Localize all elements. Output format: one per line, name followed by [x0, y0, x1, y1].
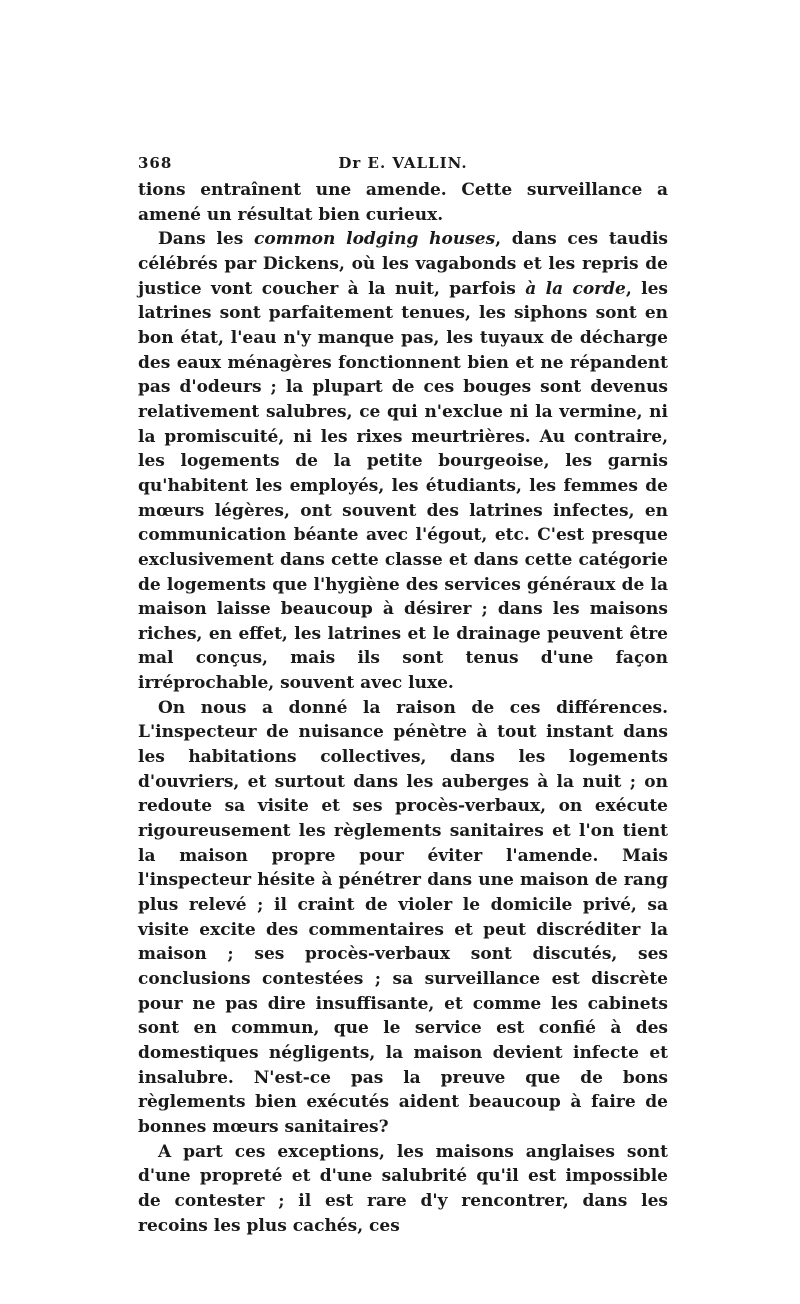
text-run: Dans les — [158, 229, 255, 250]
page-number: 368 — [138, 154, 173, 172]
text-run: On nous a donné la raison de ces différences. L'inspecteur de nuisance pénètre à tout instant dans les habitations collectives, dans les logements d'ouvriers, et surtout dans les auberges à la nuit ; on redoute sa visite et ses procès-verbaux, on exécute rigoureusement les règlements sanitaires et l'on tient la maison propre pour éviter l'amende. Mais l'inspecteur hésite à pénétrer dans une maison de rang plus relevé ; il craint de violer le domicile privé, sa visite excite des commentaires et peut discréditer la maison ; ses procès-verbaux sont discutés, ses conclusions contestées ; sa surveillance est discrète pour ne pas dire insuffisante, et comme les cabinets sont en commun, que le service est confié à des domestiques négligents, la maison devient infecte et insalubre. N'est-ce pas la preuve que de bons règlements bien exécutés aident beaucoup à faire de bonnes mœurs sanitaires? — [138, 697, 668, 1137]
body-text — [138, 178, 668, 1238]
paragraph — [138, 227, 668, 695]
italic-phrase: à la corde — [525, 278, 626, 299]
text-run: , les latrines sont parfaitement tenues, les siphons sont en bon état, l'eau n'y manque pas, les tuyaux de décharge des eaux ménagères fonctionnent bien et ne répandent pas d'odeurs ; la plupart de ces bouges sont devenus relativement salubres, ce qui n'exclue ni la vermine, ni la promiscuité, ni les rixes meurtrières. Au contraire, les logements de la petite bourgeoise, les garnis qu'habitent les employés, les étudiants, les femmes de mœurs légères, ont souvent des latrines infectes, en communication béante avec l'égout, etc. C'est presque exclusivement dans cette classe et dans cette catégorie de logements que l'hygiène des services généraux de la maison laisse beaucoup à désirer ; dans les maisons riches, en effet, les latrines et le drainage peuvent être mal conçus, mais ils sont tenus d'une façon irréprochable, souvent avec luxe. — [138, 278, 668, 694]
paragraph — [138, 178, 668, 227]
running-head — [138, 150, 668, 178]
paragraph — [138, 696, 668, 1140]
text-run: tions entraînent une amende. Cette surveillance a amené un résultat bien curieux. — [138, 180, 668, 225]
paragraph — [138, 1140, 668, 1239]
running-head-title: Dr E. VALLIN. — [338, 154, 468, 172]
text-run: , dans ces taudis célébrés par Dickens, où les vagabonds et les repris de justice vont coucher à la nuit, parfois — [138, 229, 669, 299]
italic-phrase: common lodging houses — [254, 229, 496, 250]
book-page — [138, 150, 668, 1238]
text-run: A part ces exceptions, les maisons anglaises sont d'une propreté et d'une salubrité qu'il est impossible de contester ; il est rare d'y rencontrer, dans les recoins les plus cachés, ces — [138, 1141, 668, 1236]
